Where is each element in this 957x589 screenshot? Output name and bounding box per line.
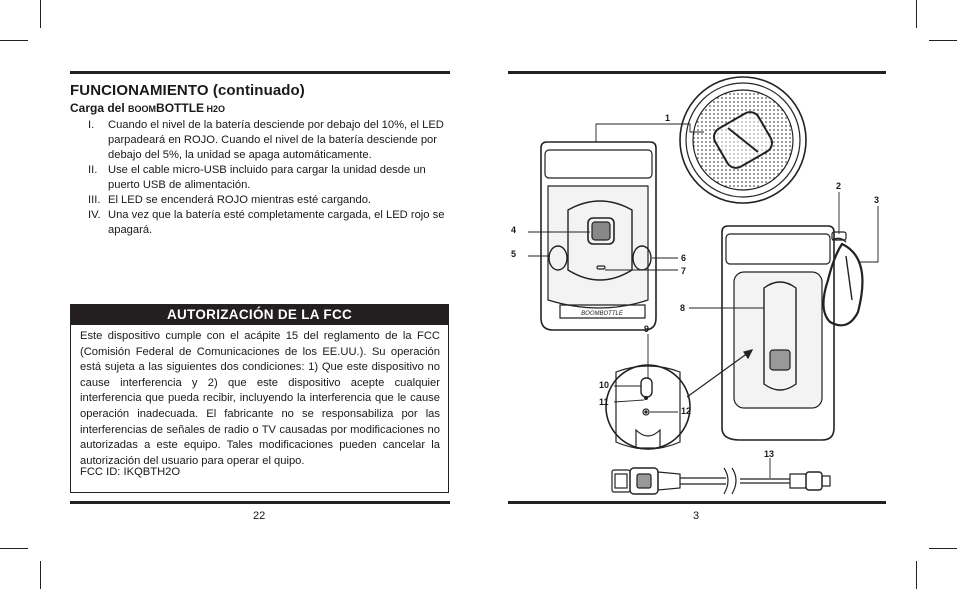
callout-6: 6 [681,253,687,263]
step-text: El LED se encenderá ROJO mientras esté cargando. [108,194,372,206]
callout-8: 8 [680,303,686,313]
speaker-front-view [541,142,656,330]
detail-inset [606,350,752,449]
speaker-back-view [722,226,862,440]
speaker-top-view [680,77,806,203]
step-number: I. [88,119,95,131]
svg-text:BOOMBOTTLE: BOOMBOTTLE [581,311,623,317]
step-number: III. [88,194,101,206]
subsection-prefix: Carga del [70,101,129,115]
step-number: II. [88,164,98,176]
callout-12: 12 [681,406,692,416]
fcc-title: AUTORIZACIÓN DE LA FCC [71,305,448,325]
fcc-id: FCC ID: IKQBTH2O [80,466,181,478]
callout-5: 5 [511,249,517,259]
subsection-brand: BOOM [128,104,157,114]
callout-3: 3 [874,195,880,205]
step-text: Cuando el nivel de la batería desciende por debajo del 10%, el LED parpadeará en ROJO. Cuando el nivel de la batería desciende por debajo del 5%, la unidad se apaga automáticamente. [108,119,444,161]
page-number-right: 3 [693,510,700,522]
section-title: FUNCIONAMIENTO (continuado) [70,82,305,99]
usb-cable [612,468,830,494]
step-number: IV. [88,209,101,221]
callout-13: 13 [764,449,775,459]
fcc-text: Este dispositivo cumple con el acápite 15 del reglamento de la FCC (Comisión Federal de Comunicaciones de los EE.UU.). Su operación está sujeta a las siguientes dos condiciones: 1) Que este dispositivo no cause interferencia y 2) que este dispositivo acepte cualquier interferencia que pueda recibir, incluyendo la interferencia que le cause operación inadecuada. El fabricante no se responsabiliza por las interferencias de señales de radio o TV causadas por modificaciones no autorizadas a este equipo. Tales modificaciones pueden cancelar la autorización del usuario para operar el quipo. [80,330,440,467]
callout-2: 2 [836,181,842,191]
page-number-left: 22 [253,510,266,522]
callout-9: 9 [644,324,650,334]
callout-11: 11 [599,397,609,407]
callout-7: 7 [681,266,687,276]
callout-10: 10 [599,380,610,390]
subsection-brand2: BOTTLE [156,101,205,115]
step-text: Use el cable micro-USB incluido para cargar la unidad desde un puerto USB de alimentación. [108,164,426,191]
subsection-model: H2O [204,104,226,114]
step-text: Una vez que la batería esté completamente cargada, el LED rojo se apagará. [108,209,445,236]
callout-4: 4 [511,225,517,235]
callout-1: 1 [665,113,671,123]
